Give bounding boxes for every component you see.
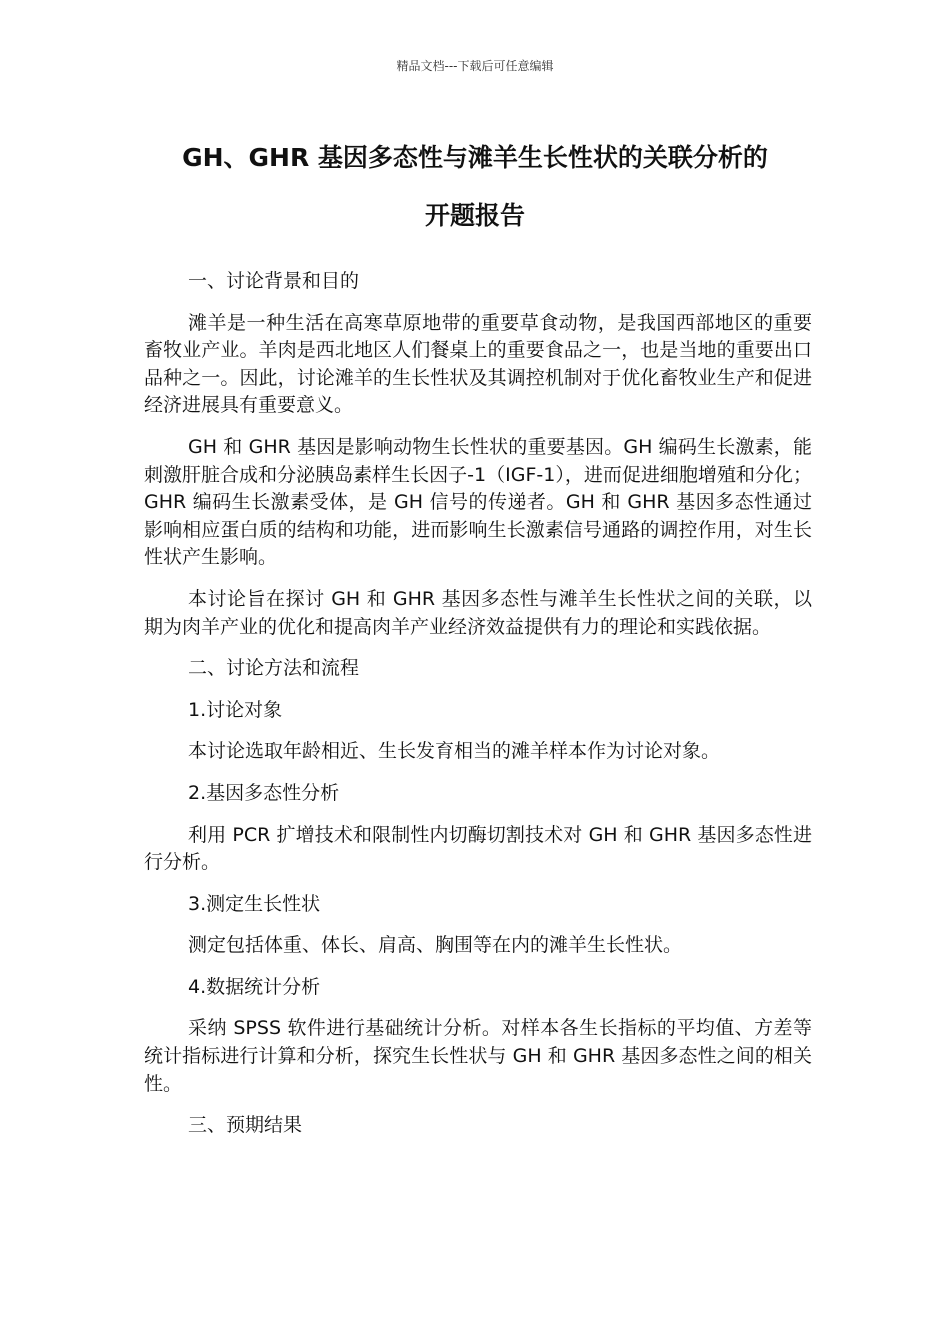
section-heading-expected-results: 三、预期结果	[188, 1114, 303, 1137]
paragraph-growth-traits: 测定包括体重、体长、肩高、胸围等在内的滩羊生长性状。	[188, 934, 683, 957]
document-title-line-1: GH、GHR 基因多态性与滩羊生长性状的关联分析的	[182, 143, 768, 172]
document-body	[144, 268, 812, 1154]
header-note: 精品文档---下载后可任意编辑	[396, 59, 554, 73]
paragraph-background-1: 滩羊是一种生活在高寒草原地带的重要草食动物，是我国西部地区的重要畜牧业产业。羊肉是西北地区人们餐桌上的重要食品之一，也是当地的重要出口品种之一。因此，讨论滩羊的生长性状及其调控机制对于优化畜牧业生产和促进经济进展具有重要意义。	[144, 311, 812, 417]
section-heading-background: 一、讨论背景和目的	[188, 270, 360, 292]
paragraph-background-2: GH 和 GHR 基因是影响动物生长性状的重要基因。GH 编码生长激素，能刺激肝脏合成和分泌胰岛素样生长因子-1（IGF-1），进而促进细胞增殖和分化；GHR 编码生长激素受体，是 GH 信号的传递者。GH 和 GHR 基因多态性通过影响相应蛋白质的结构和功能，进而影响生长激素信号通路的调控作用，对生长性状产生影响。	[144, 435, 812, 569]
paragraph-statistics: 采纳 SPSS 软件进行基础统计分析。对样本各生长指标的平均值、方差等统计指标进行计算和分析，探究生长性状与 GH 和 GHR 基因多态性之间的相关性。	[144, 1017, 812, 1095]
paragraph-polymorphism: 利用 PCR 扩增技术和限制性内切酶切割技术对 GH 和 GHR 基因多态性进行分析。	[144, 823, 812, 874]
subheading-statistics: 4.数据统计分析	[188, 975, 321, 998]
paragraph-background-3: 本讨论旨在探讨 GH 和 GHR 基因多态性与滩羊生长性状之间的关联，以期为肉羊产业的优化和提高肉羊产业经济效益提供有力的理论和实践依据。	[144, 587, 812, 638]
section-heading-methods: 二、讨论方法和流程	[188, 657, 360, 680]
subheading-growth-traits: 3.测定生长性状	[188, 892, 321, 915]
subheading-subjects: 1.讨论对象	[188, 698, 283, 721]
subheading-polymorphism: 2.基因多态性分析	[188, 781, 340, 804]
document-title-line-2: 开题报告	[424, 201, 525, 230]
paragraph-subjects: 本讨论选取年龄相近、生长发育相当的滩羊样本作为讨论对象。	[188, 740, 721, 763]
